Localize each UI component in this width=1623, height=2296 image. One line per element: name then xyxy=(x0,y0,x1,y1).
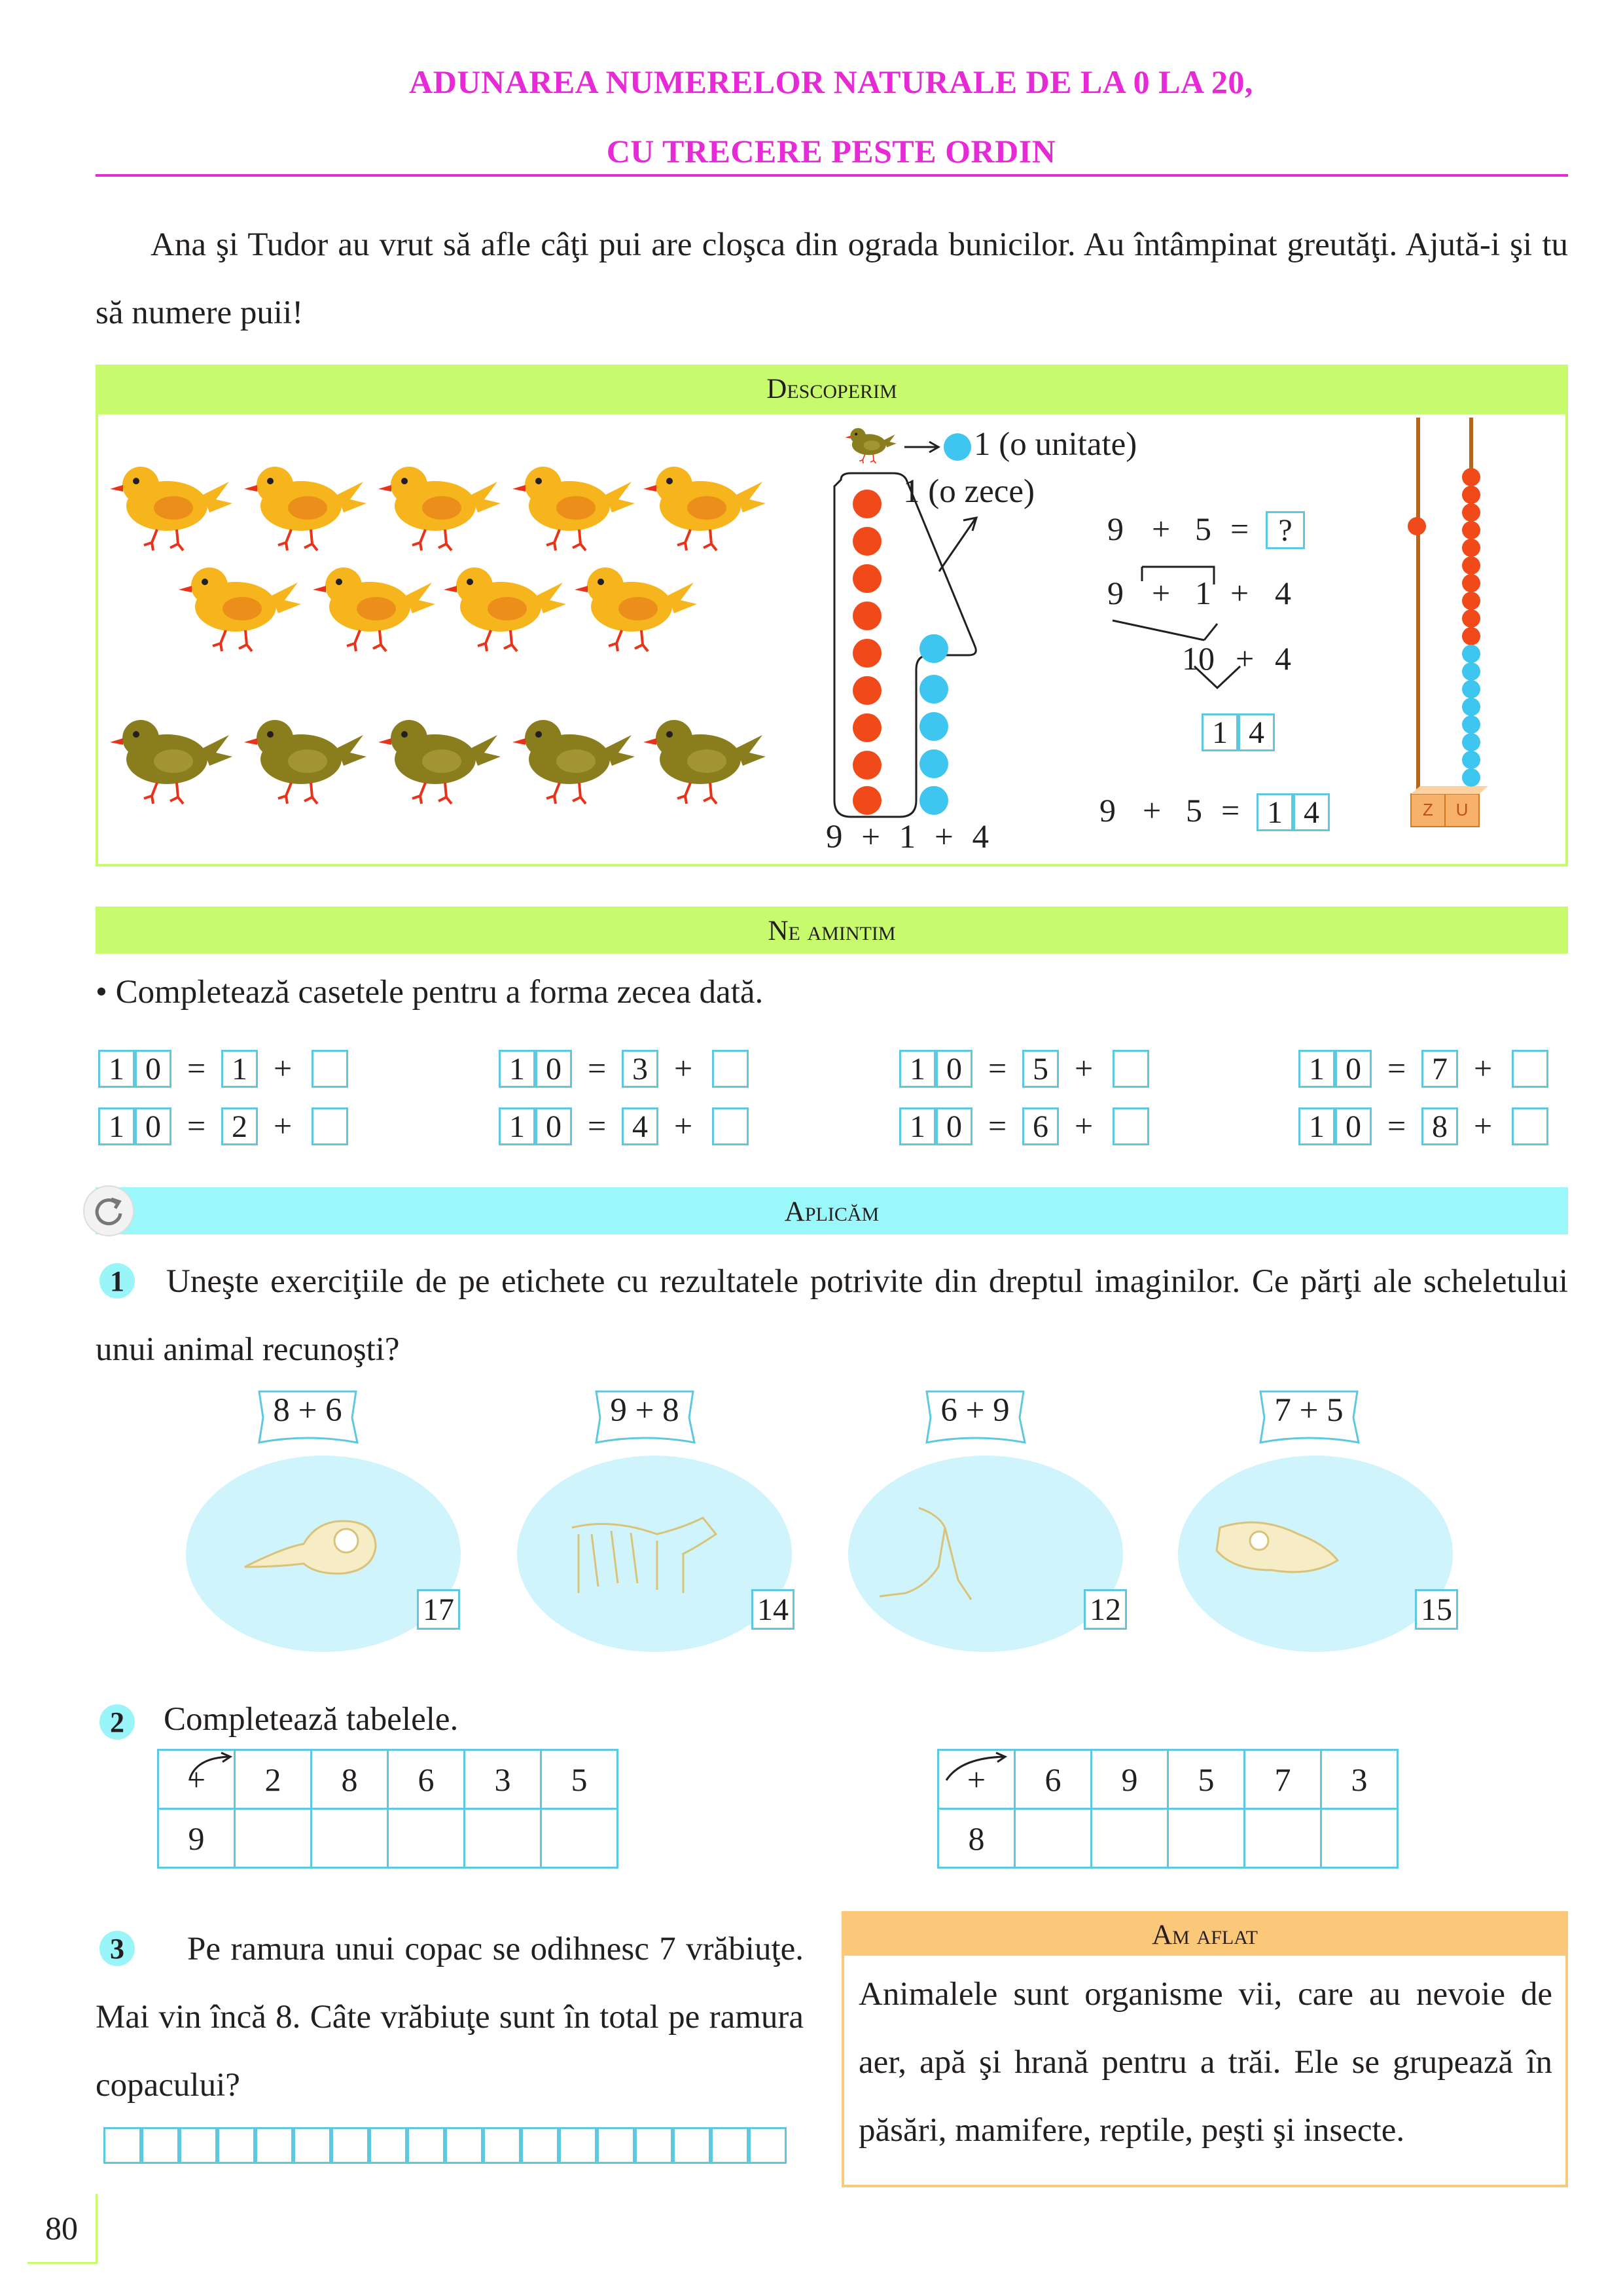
blue-beads xyxy=(919,675,948,815)
eq2-plus2: + xyxy=(1230,575,1249,611)
section-header-remember: Ne amintim xyxy=(96,906,1568,954)
table2-header-cell: 5 xyxy=(1168,1750,1245,1809)
ten-digit-box: 1 xyxy=(98,1050,135,1088)
skeleton-drawings xyxy=(186,1456,1495,1652)
olive-chick xyxy=(110,720,232,804)
table2-operator-cell: + xyxy=(938,1750,1015,1809)
ten-digit-box: 0 xyxy=(535,1107,572,1145)
plus-sign: + xyxy=(274,1050,293,1086)
equals-sign: = xyxy=(588,1107,607,1144)
ten-digit-box: 0 xyxy=(135,1107,171,1145)
ten-digit-box: 0 xyxy=(135,1050,171,1088)
tag-label-1: 8 + 6 xyxy=(273,1392,342,1429)
eq2-a: 9 xyxy=(1107,575,1124,611)
given-addend-box: 5 xyxy=(1022,1050,1059,1088)
abacus-tens-label: Z xyxy=(1423,800,1433,819)
intro-text: Ana şi Tudor au vrut să afle câţi pui are cloşca din ograda bunicilor. Au întâmpinat greutăţi. Ajută-i şi tu să numere puii! xyxy=(96,226,1568,331)
exercise-2-number: 2 xyxy=(99,1704,135,1740)
yellow-chick xyxy=(313,567,435,651)
given-addend-box: 6 xyxy=(1022,1107,1059,1145)
section-header-apply: Aplicăm xyxy=(96,1187,1568,1234)
given-addend-box: 8 xyxy=(1421,1107,1458,1145)
exercise-2-text: Completează tabelele. xyxy=(164,1701,459,1738)
table2-answer-cell[interactable] xyxy=(1321,1809,1398,1868)
table2-header-cell: 6 xyxy=(1015,1750,1092,1809)
tag-label-4: 7 + 5 xyxy=(1274,1392,1344,1429)
page-title-line2: CU TRECERE PESTE ORDIN xyxy=(606,133,1056,170)
plus-sign: + xyxy=(674,1050,693,1086)
missing-addend-box[interactable] xyxy=(312,1050,348,1088)
given-addend-box: 2 xyxy=(221,1107,258,1145)
table1-answer-cell[interactable] xyxy=(312,1809,388,1868)
equals-sign: = xyxy=(988,1050,1007,1086)
final-tens-box: 1 xyxy=(1257,793,1293,831)
ten-digit-box: 1 xyxy=(899,1107,936,1145)
legend-unit: 1 (o unitate) xyxy=(974,426,1137,463)
yellow-chick xyxy=(512,467,635,550)
eq2-plus: + xyxy=(1152,575,1171,611)
table2-header-cell: 7 xyxy=(1245,1750,1321,1809)
equals-sign: = xyxy=(187,1050,206,1086)
eq3-a: 10 xyxy=(1182,640,1215,677)
eq1-plus: + xyxy=(1152,511,1171,547)
olive-chick xyxy=(244,720,366,804)
yellow-chick xyxy=(244,467,366,550)
missing-addend-box[interactable] xyxy=(1113,1050,1149,1088)
olive-chick xyxy=(512,720,635,804)
eq2-c: 4 xyxy=(1275,575,1291,611)
plus-sign: + xyxy=(1075,1107,1094,1144)
abacus-expression: 9 + 1 + 4 xyxy=(826,819,990,855)
answer-grid-cell[interactable] xyxy=(103,2127,141,2164)
table1-header-cell: 6 xyxy=(388,1750,465,1809)
table1-header-cell: 5 xyxy=(541,1750,618,1809)
final-a: 9 xyxy=(1099,792,1116,829)
eq1-unknown-box: ? xyxy=(1266,511,1305,549)
ten-digit-box: 1 xyxy=(1298,1050,1335,1088)
missing-addend-box[interactable] xyxy=(312,1107,348,1145)
eq2-b: 1 xyxy=(1195,575,1211,611)
answer-grid-cell[interactable] xyxy=(635,2127,673,2164)
red-beads xyxy=(853,490,882,815)
table1-answer-cell[interactable] xyxy=(465,1809,541,1868)
final-plus: + xyxy=(1143,792,1162,829)
table1-header-cell: 2 xyxy=(235,1750,312,1809)
missing-addend-box[interactable] xyxy=(1113,1107,1149,1145)
answer-grid-cell[interactable] xyxy=(597,2127,635,2164)
ten-digit-box: 0 xyxy=(1335,1107,1372,1145)
intro-paragraph xyxy=(96,211,1568,347)
result-box-4: 15 xyxy=(1415,1589,1458,1630)
exercise-3-number: 3 xyxy=(99,1931,135,1966)
result-box-1: 17 xyxy=(417,1589,460,1630)
legend-ten: 1 (o zece) xyxy=(903,473,1035,510)
answer-grid-cell[interactable] xyxy=(293,2127,331,2164)
exercise-3-text: Pe ramura unui copac se odihnesc 7 vrăbiuţe. Mai vin încă 8. Câte vrăbiuţe sunt în total pe ramura copacului? xyxy=(96,1931,804,2104)
equals-sign: = xyxy=(988,1107,1007,1144)
answer-grid-cell[interactable] xyxy=(217,2127,255,2164)
final-units-box: 4 xyxy=(1293,793,1330,831)
equals-sign: = xyxy=(588,1050,607,1086)
equals-sign: = xyxy=(1387,1050,1406,1086)
final-equals: = xyxy=(1221,792,1240,829)
refresh-icon xyxy=(81,1183,136,1238)
answer-grid-cell[interactable] xyxy=(749,2127,787,2164)
curved-arrow-icon xyxy=(941,1751,1013,1784)
eq1-equals: = xyxy=(1230,511,1249,547)
table2-first-operand: 8 xyxy=(938,1809,1015,1868)
answer-grid-cell[interactable] xyxy=(673,2127,711,2164)
eq1-a: 9 xyxy=(1107,511,1124,547)
missing-addend-box[interactable] xyxy=(1512,1107,1548,1145)
ten-digit-box: 0 xyxy=(1335,1050,1372,1088)
olive-chick xyxy=(378,720,501,804)
exercise-1-number: 1 xyxy=(99,1263,135,1299)
tag-label-3: 6 + 9 xyxy=(940,1392,1010,1429)
ten-digit-box: 0 xyxy=(535,1050,572,1088)
section-header-discover: Descoperim xyxy=(96,365,1568,412)
ten-digit-box: 1 xyxy=(899,1050,936,1088)
eq3-b: 4 xyxy=(1275,640,1291,677)
answer-grid-cell[interactable] xyxy=(711,2127,749,2164)
blue-bead-legend xyxy=(944,433,971,461)
ten-digit-box: 0 xyxy=(936,1050,972,1088)
table2-header-cell: 3 xyxy=(1321,1750,1398,1809)
exercise-1-text: Uneşte exerciţiile de pe etichete cu rezultatele potrivite din dreptul imaginilor. Ce părţi ale scheletului unui animal recunoşti? xyxy=(96,1263,1568,1368)
table1-answer-cell[interactable] xyxy=(235,1809,312,1868)
yellow-chick xyxy=(179,567,301,651)
remember-instruction: • Completează casetele pentru a forma zecea dată. xyxy=(96,974,764,1011)
abacus xyxy=(1408,418,1488,827)
result-box-3: 12 xyxy=(1084,1589,1127,1630)
missing-addend-box[interactable] xyxy=(712,1107,749,1145)
answer-grid-cell[interactable] xyxy=(369,2127,407,2164)
answer-grid-cell[interactable] xyxy=(141,2127,179,2164)
title-underline xyxy=(96,174,1568,177)
answer-grid-cell[interactable] xyxy=(483,2127,521,2164)
table2-header-cell: 9 xyxy=(1092,1750,1168,1809)
ten-digit-box: 0 xyxy=(936,1107,972,1145)
blue-bead xyxy=(919,634,948,663)
table1-first-operand: 9 xyxy=(158,1809,235,1868)
curved-arrow-icon xyxy=(183,1751,242,1784)
answer-grid-cell[interactable] xyxy=(521,2127,559,2164)
ten-digit-box: 1 xyxy=(499,1107,535,1145)
eq3-plus: + xyxy=(1236,640,1255,677)
table1-operator-cell: + xyxy=(158,1750,235,1809)
olive-chick xyxy=(643,720,766,804)
tag-label-2: 9 + 8 xyxy=(610,1392,679,1429)
plus-sign: + xyxy=(674,1107,693,1144)
result-box-2: 14 xyxy=(751,1589,794,1630)
ten-digit-box: 1 xyxy=(1298,1107,1335,1145)
table1-header-cell: 3 xyxy=(465,1750,541,1809)
yellow-chick xyxy=(378,467,501,550)
plus-sign: + xyxy=(1075,1050,1094,1086)
given-addend-box: 4 xyxy=(622,1107,658,1145)
table2-answer-cell[interactable] xyxy=(1168,1809,1245,1868)
plus-sign: + xyxy=(1474,1107,1493,1144)
table1-answer-cell[interactable] xyxy=(541,1809,618,1868)
yellow-chick xyxy=(575,567,697,651)
given-addend-box: 3 xyxy=(622,1050,658,1088)
equals-sign: = xyxy=(1387,1107,1406,1144)
final-b: 5 xyxy=(1186,792,1202,829)
yellow-chick xyxy=(110,467,232,550)
ten-arrow-icon xyxy=(939,518,976,571)
given-addend-box: 1 xyxy=(221,1050,258,1088)
abacus-units-label: U xyxy=(1455,800,1469,819)
missing-addend-box[interactable] xyxy=(712,1050,749,1088)
answer-grid-cell[interactable] xyxy=(407,2127,445,2164)
table2-answer-cell[interactable] xyxy=(1092,1809,1168,1868)
small-olive-chick xyxy=(845,428,897,463)
yellow-chick xyxy=(444,567,566,651)
learned-text: Animalele sunt organisme vii, care au nevoie de aer, apă şi hrană pentru a trăi. Ele se grupează în păsări, mamifere, reptile, peşti şi insecte. xyxy=(859,1976,1552,2149)
page-number: 80 xyxy=(45,2210,78,2246)
page-title-line1: ADUNAREA NUMERELOR NATURALE DE LA 0 LA 20, xyxy=(409,63,1253,100)
table1-answer-cell[interactable] xyxy=(388,1809,465,1868)
answer-grid-cell[interactable] xyxy=(331,2127,369,2164)
plus-sign: + xyxy=(274,1107,293,1144)
missing-addend-box[interactable] xyxy=(1512,1050,1548,1088)
table2-answer-cell[interactable] xyxy=(1015,1809,1092,1868)
answer-grid-cell[interactable] xyxy=(255,2127,293,2164)
answer-grid-cell[interactable] xyxy=(559,2127,597,2164)
join-lines xyxy=(1113,620,1217,640)
equals-sign: = xyxy=(187,1107,206,1144)
yellow-chick xyxy=(643,467,766,550)
plus-sign: + xyxy=(1474,1050,1493,1086)
answer-grid-cell[interactable] xyxy=(445,2127,483,2164)
answer-grid-cell[interactable] xyxy=(179,2127,217,2164)
ten-digit-box: 1 xyxy=(499,1050,535,1088)
table1-header-cell: 8 xyxy=(312,1750,388,1809)
given-addend-box: 7 xyxy=(1421,1050,1458,1088)
eq1-b: 5 xyxy=(1195,511,1211,547)
table2-answer-cell[interactable] xyxy=(1245,1809,1321,1868)
discover-illustration xyxy=(98,414,1565,864)
section-header-learned: Am aflat xyxy=(842,1911,1568,1956)
ten-digit-box: 1 xyxy=(98,1107,135,1145)
result-tens-box: 1 xyxy=(1202,713,1238,751)
arrow-icon xyxy=(904,442,938,452)
result-units-box: 4 xyxy=(1238,713,1275,751)
